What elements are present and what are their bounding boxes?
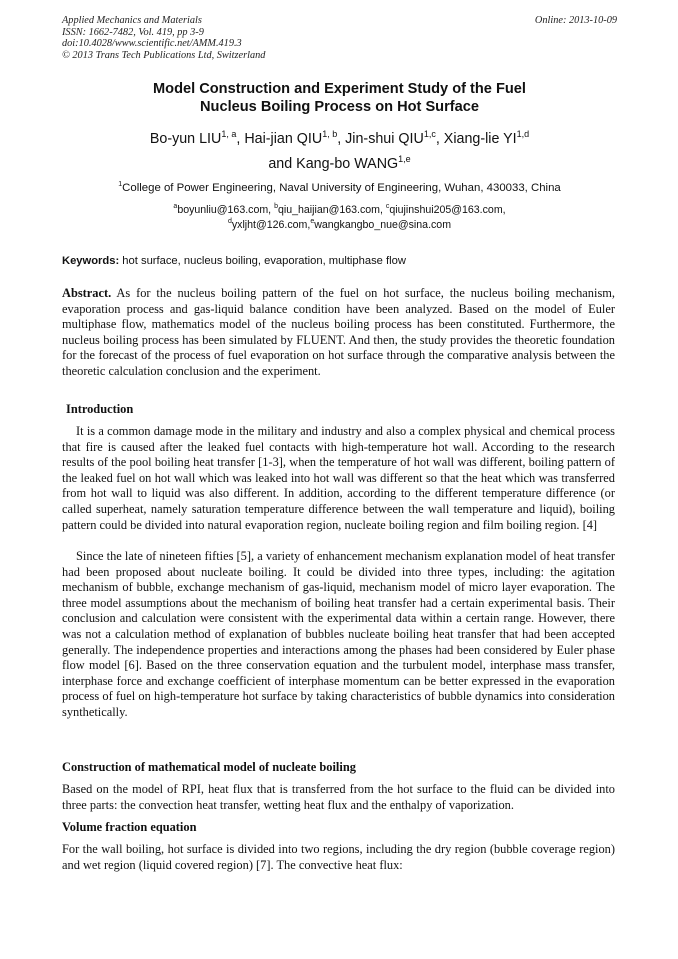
email-line-1 bbox=[62, 203, 617, 218]
affiliation-mark: 1 bbox=[118, 181, 123, 188]
keywords-label: Keywords: bbox=[62, 255, 120, 267]
online-date: Online: 2013-10-09 bbox=[534, 15, 617, 26]
email-address: yxljht@126.com, bbox=[231, 218, 311, 231]
section-heading-construction: Construction of mathematical model of nucleate boiling bbox=[62, 760, 356, 774]
email-mark: d bbox=[227, 217, 232, 225]
introduction-paragraph-2: Since the late of nineteen fifties [5], a variety of enhancement mechanism explanation model of heat transfer had been proposed about nucleate boiling. It could be divided into three types, including: the agitation mechanism of bubble, exchange mechanism of gas-liquid, mechanism model of micro layer evaporation. The three model assumptions about the mechanism of boiling heat transfer had a certain experimental basis. Their conclusion and calculation were consistent with the experimental data within a certain range. However, there was not a calculation method of explanation of bubbles nucleate boiling heat transfer that had been accepted generally. The independence properties and interactions among the phases had been considered by Euler phase flow model [6]. Based on the three conservation equation and the turbulent model, interphase mass transfer, interphase force and exchange coefficient of interphase momentum can be better expressed in the evaporation process of fuel on high-temperature hot surface by taking characteristics of bubble dynamics into consideration synthetically. bbox=[62, 549, 615, 719]
volume-fraction-paragraph-1: For the wall boiling, hot surface is divided into two regions, including the dry region (bubble coverage region) and wet region (liquid covered region) [7]. The convective heat flux: bbox=[62, 842, 615, 872]
journal-doi: doi:10.4028/www.scientific.net/AMM.419.3 bbox=[62, 38, 242, 50]
journal-issn: ISSN: 1662-7482, Vol. 419, pp 3-9 bbox=[62, 26, 204, 38]
email-address: boyunliu@163.com, bbox=[177, 204, 275, 216]
author-name: and Kang-bo WANG bbox=[268, 156, 399, 172]
author-affiliation-mark: 1,e bbox=[398, 154, 411, 164]
author-name: Jin-shui QIU bbox=[345, 131, 424, 147]
email-line-2 bbox=[62, 218, 617, 233]
author-affiliation-mark: 1,d bbox=[516, 129, 530, 139]
construction-paragraph-1: Based on the model of RPI, heat flux that is transferred from the hot surface to the fluid can be divided into three parts: the convection heat transfer, wetting heat flux and the enthalpy of vaporization. bbox=[62, 782, 615, 812]
keywords-text: hot surface, nucleus boiling, evaporation, multiphase flow bbox=[119, 255, 406, 267]
email-address: qiu_haijian@163.com, bbox=[277, 204, 386, 216]
introduction-paragraph-1: It is a common damage mode in the military and industry and also a complex physical and chemical process that fire is caused after the leaked fuel contacts with high-temperature hot wall. According to the research results of the pool boiling heat transfer [1-3], when the temperature of hot wall was different, boiling pattern of the leaked fuel on hot wall which was leaked into hot wall was different so that the heat which was transferred from hot wall to liquid was also different. In addition, according to the different temperature difference (or called superheat, namely saturation temperature difference between the wall temperature and liquid), boiling pattern could be divided into natural evaporation region, nucleate boiling region and film boiling region. [4] bbox=[62, 424, 615, 532]
author-name: Xiang-lie YI bbox=[443, 131, 517, 147]
author-name: Hai-jian QIU bbox=[244, 131, 323, 147]
title-line-2: Nucleus Boiling Process on Hot Surface bbox=[200, 99, 479, 115]
author-name: Bo-yun LIU bbox=[149, 131, 222, 147]
paper-title bbox=[62, 80, 617, 116]
author-affiliation-mark: 1, b bbox=[322, 129, 338, 139]
abstract-label: Abstract. bbox=[62, 286, 112, 300]
email-list bbox=[62, 203, 617, 232]
keywords bbox=[62, 254, 617, 268]
author-separator: , bbox=[236, 131, 245, 147]
author-line-2 bbox=[62, 152, 617, 177]
email-address: wangkangbo_nue@sina.com bbox=[314, 218, 452, 231]
journal-copyright: © 2013 Trans Tech Publications Ltd, Switzerland bbox=[62, 49, 266, 61]
title-line-1: Model Construction and Experiment Study of the Fuel bbox=[153, 81, 526, 97]
author-line-1 bbox=[62, 127, 617, 152]
affiliation-text: College of Power Engineering, Naval University of Engineering, Wuhan, 430033, China bbox=[122, 182, 561, 194]
section-heading-introduction: Introduction bbox=[66, 402, 134, 416]
email-mark: a bbox=[173, 203, 178, 210]
author-affiliation-mark: 1,c bbox=[423, 129, 436, 139]
author-separator: , bbox=[337, 131, 346, 147]
journal-header bbox=[62, 15, 617, 61]
email-mark: b bbox=[274, 203, 278, 210]
author-separator: , bbox=[435, 131, 444, 147]
abstract bbox=[62, 286, 615, 380]
author-affiliation-mark: 1, a bbox=[221, 129, 237, 139]
section-heading-volume-fraction: Volume fraction equation bbox=[62, 820, 197, 834]
abstract-text: As for the nucleus boiling pattern of the fuel on hot surface, the nucleus boiling mechanism, evaporation process and gas-liquid balance condition have been analyzed. Based on the model of Euler multiphase flow, mathematics model of the nucleus boiling process has been constituted. Furthermore, the nucleus boiling process has been simulated by FLUENT. And then, the study provides the theoretic foundation for the forecast of the process of fuel evaporation on hot surface through the comparative analysis between the theoretic calculation conclusion and the experiment. bbox=[62, 286, 615, 378]
author-list bbox=[62, 127, 617, 177]
email-mark: c bbox=[385, 203, 390, 210]
journal-name: Applied Mechanics and Materials bbox=[62, 15, 202, 26]
affiliation bbox=[62, 181, 617, 195]
email-mark: e bbox=[310, 217, 315, 225]
email-address: qiujinshui205@163.com, bbox=[389, 204, 506, 216]
